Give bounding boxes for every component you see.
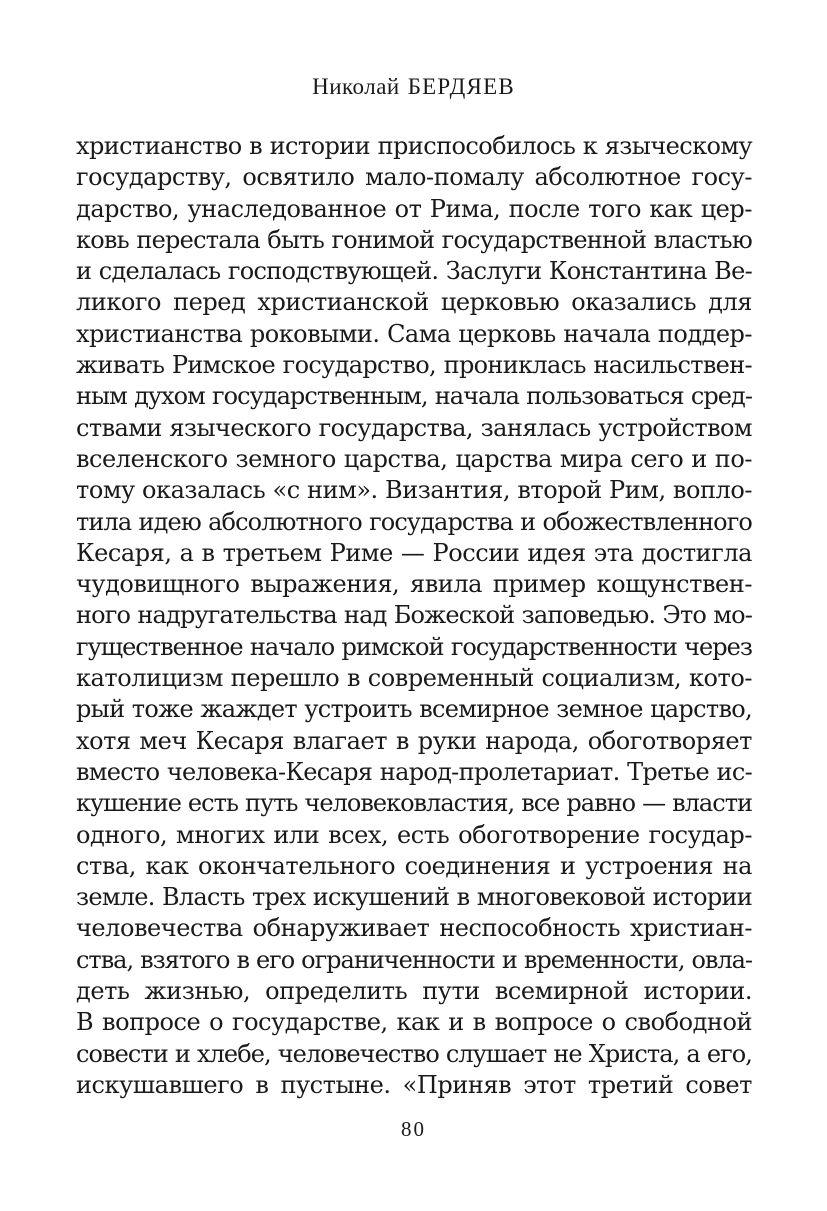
text-line: христианства роковыми. Сама церковь начала поддер- <box>76 319 752 348</box>
text-line: земле. Власть трех искушений в многовековой истории <box>76 883 752 912</box>
text-line: чудовищного выражения, явила пример кощунствен- <box>76 570 752 599</box>
text-line: Кесаря, а в третьем Риме — России идея эта достигла <box>76 538 752 567</box>
text-line: вместо человека-Кесаря народ-пролетариат. Третье ис- <box>76 757 752 786</box>
text-line: человечества обнаруживает неспособность христиан- <box>76 914 752 943</box>
text-line: ства, как окончательного соединения и устроения на <box>76 851 752 880</box>
page-number: 80 <box>401 1117 426 1141</box>
text-line: рый тоже жаждет устроить всемирное земное царство, <box>76 695 752 724</box>
text-line: совести и хлебе, человечество слушает не Христа, а его, <box>76 1039 752 1068</box>
text-line: тому оказалась «с ним». Византия, второй Рим, вопло- <box>76 476 752 505</box>
author-first-name: Николай <box>312 74 400 99</box>
text-line: ства, взятого в его ограниченности и временности, овла- <box>76 945 752 974</box>
text-line: ствами языческого государства, занялась устройством <box>76 413 752 442</box>
text-line: дарство, унаследованное от Рима, после того как цер- <box>76 194 752 223</box>
body-text <box>76 131 752 1101</box>
text-line: гущественное начало римской государственности через <box>76 632 752 661</box>
author-last-name: БЕРДЯЕВ <box>407 74 515 99</box>
text-line: ным духом государственным, начала пользоваться сред- <box>76 382 752 411</box>
text-line: живать Римское государство, прониклась насильствен- <box>76 351 752 380</box>
text-line: ковь перестала быть гонимой государственной властью <box>76 225 752 254</box>
text-line: и сделалась господствующей. Заслуги Константина Ве- <box>76 257 752 286</box>
text-line: тила идею абсолютного государства и обожествленного <box>76 507 752 536</box>
text-line: искушавшего в пустыне. «Приняв этот третий совет <box>76 1070 752 1099</box>
text-line: хотя меч Кесаря влагает в руки народа, обоготворяет <box>76 726 752 755</box>
text-line: В вопросе о государстве, как и в вопросе о свободной <box>76 1008 752 1037</box>
text-line: вселенского земного царства, царства мира сего и по- <box>76 444 752 473</box>
text-line: католицизм перешло в современный социализм, кото- <box>76 664 752 693</box>
text-line: христианство в истории приспособилось к языческому <box>76 132 752 160</box>
running-head <box>0 70 827 104</box>
text-line: одного, многих или всех, есть обоготворение государ- <box>76 820 752 849</box>
text-line: кушение есть путь человековластия, все равно — власти <box>76 789 752 818</box>
text-line: ликого перед христианской церковью оказались для <box>76 288 752 317</box>
text-line: ного надругательства над Божеской заповедью. Это мо- <box>76 601 752 630</box>
text-line: государству, освятило мало-помалу абсолютное госу- <box>76 163 752 192</box>
text-line: деть жизнью, определить пути всемирной истории. <box>76 977 752 1006</box>
